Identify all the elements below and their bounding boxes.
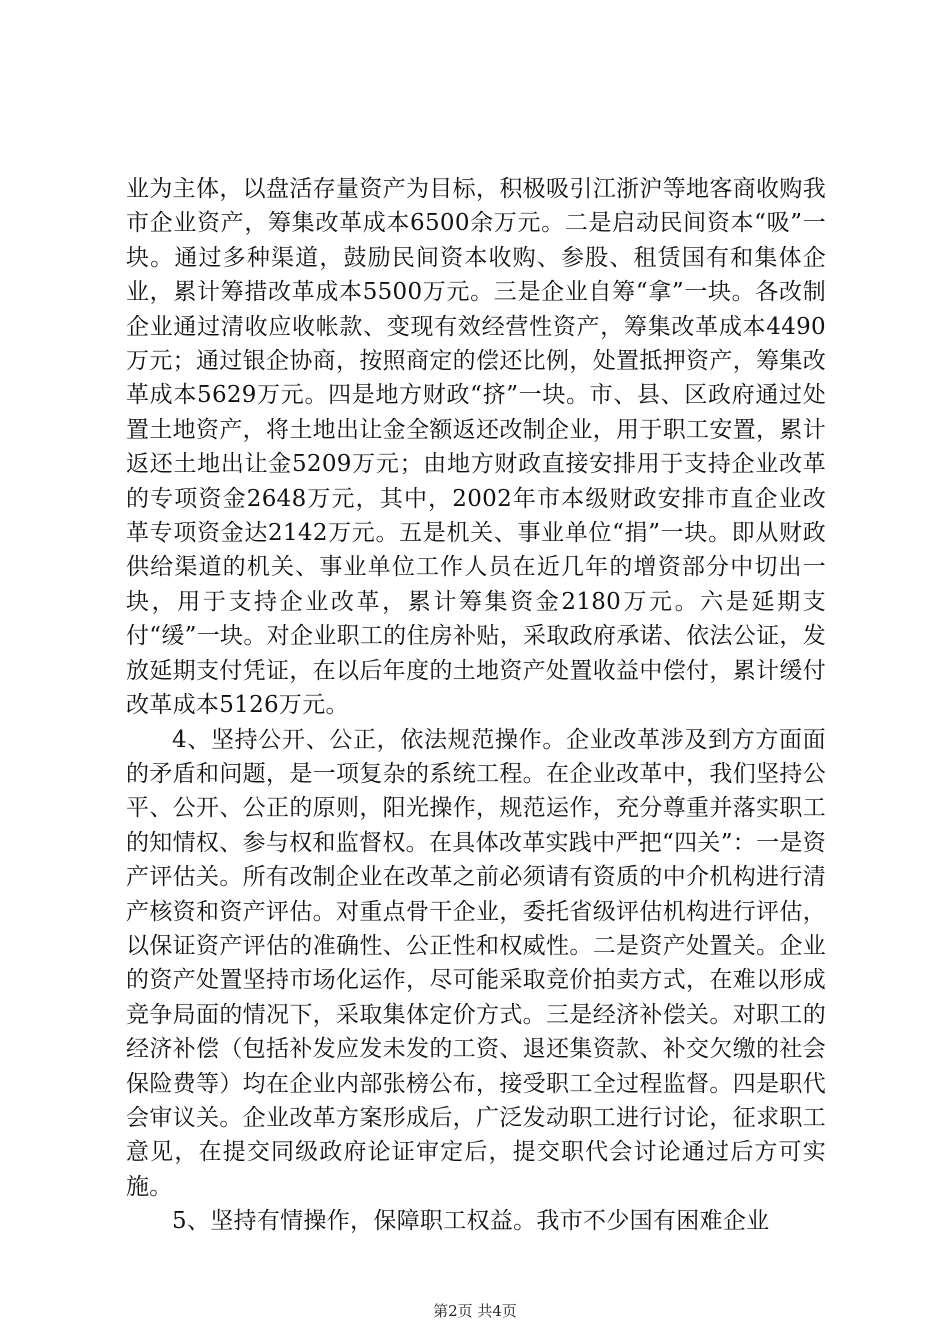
paragraph-continuation: 业为主体，以盘活存量资产为目标，积极吸引江浙沪等地客商收购我市企业资产，筹集改革成本6500余万元。二是启动民间资本“吸”一块。通过多种渠道，鼓励民间资本收购、参股、租赁国有和集体企业，累计筹措改革成本5500万元。三是企业自筹“拿”一块。各改制企业通过清收应收帐款、变现有效经营性资产，筹集改革成本4490万元；通过银企协商，按照商定的偿还比例，处置抵押资产，筹集改革成本5629万元。四是地方财政“挤”一块。市、县、区政府通过处置土地资产，将土地出让金全额返还改制企业，用于职工安置，累计返还土地出让金5209万元；由地方财政直接安排用于支持企业改革的专项资金2648万元，其中，2002年市本级财政安排市直企业改革专项资金达2142万元。五是机关、事业单位“捐”一块。即从财政供给渠道的机关、事业单位工作人员在近几年的增资部分中切出一块，用于支持企业改革，累计筹集资金2180万元。六是延期支付“缓”一块。对企业职工的住房补贴，采取政府承诺、依法公证，发放延期支付凭证，在以后年度的土地资产处置收益中偿付，累计缓付改革成本5126万元。 <box>126 176 826 719</box>
paragraph-section-4: 4、坚持公开、公正，依法规范操作。企业改革涉及到方方面面的矛盾和问题，是一项复杂的系统工程。在企业改革中，我们坚持公平、公开、公正的原则，阳光操作，规范运作，充分尊重并落实职工的知情权、参与权和监督权。在具体改革实践中严把“四关”：一是资产评估关。所有改制企业在改革之前必须请有资质的中介机构进行清产核资和资产评估。对重点骨干企业，委托省级评估机构进行评估，以保证资产评估的准确性、公正性和权威性。二是资产处置关。企业的资产处置坚持市场化运作，尽可能采取竞价拍卖方式，在难以形成竞争局面的情况下，采取集体定价方式。三是经济补偿关。对职工的经济补偿（包括补发应发未发的工资、退还集资款、补交欠缴的社会保险费等）均在企业内部张榜公布，接受职工全过程监督。四是职代会审议关。企业改革方案形成后，广泛发动职工进行讨论，征求职工意见，在提交同级政府论证审定后，提交职代会讨论通过后方可实施。 <box>126 726 826 1200</box>
paragraph-section-5: 5、坚持有情操作，保障职工权益。我市不少国有困难企业 <box>172 1208 770 1235</box>
page-footer <box>0 1302 950 1320</box>
document-body <box>126 172 826 1239</box>
page-number-label: 第2页 共4页 <box>433 1302 517 1320</box>
